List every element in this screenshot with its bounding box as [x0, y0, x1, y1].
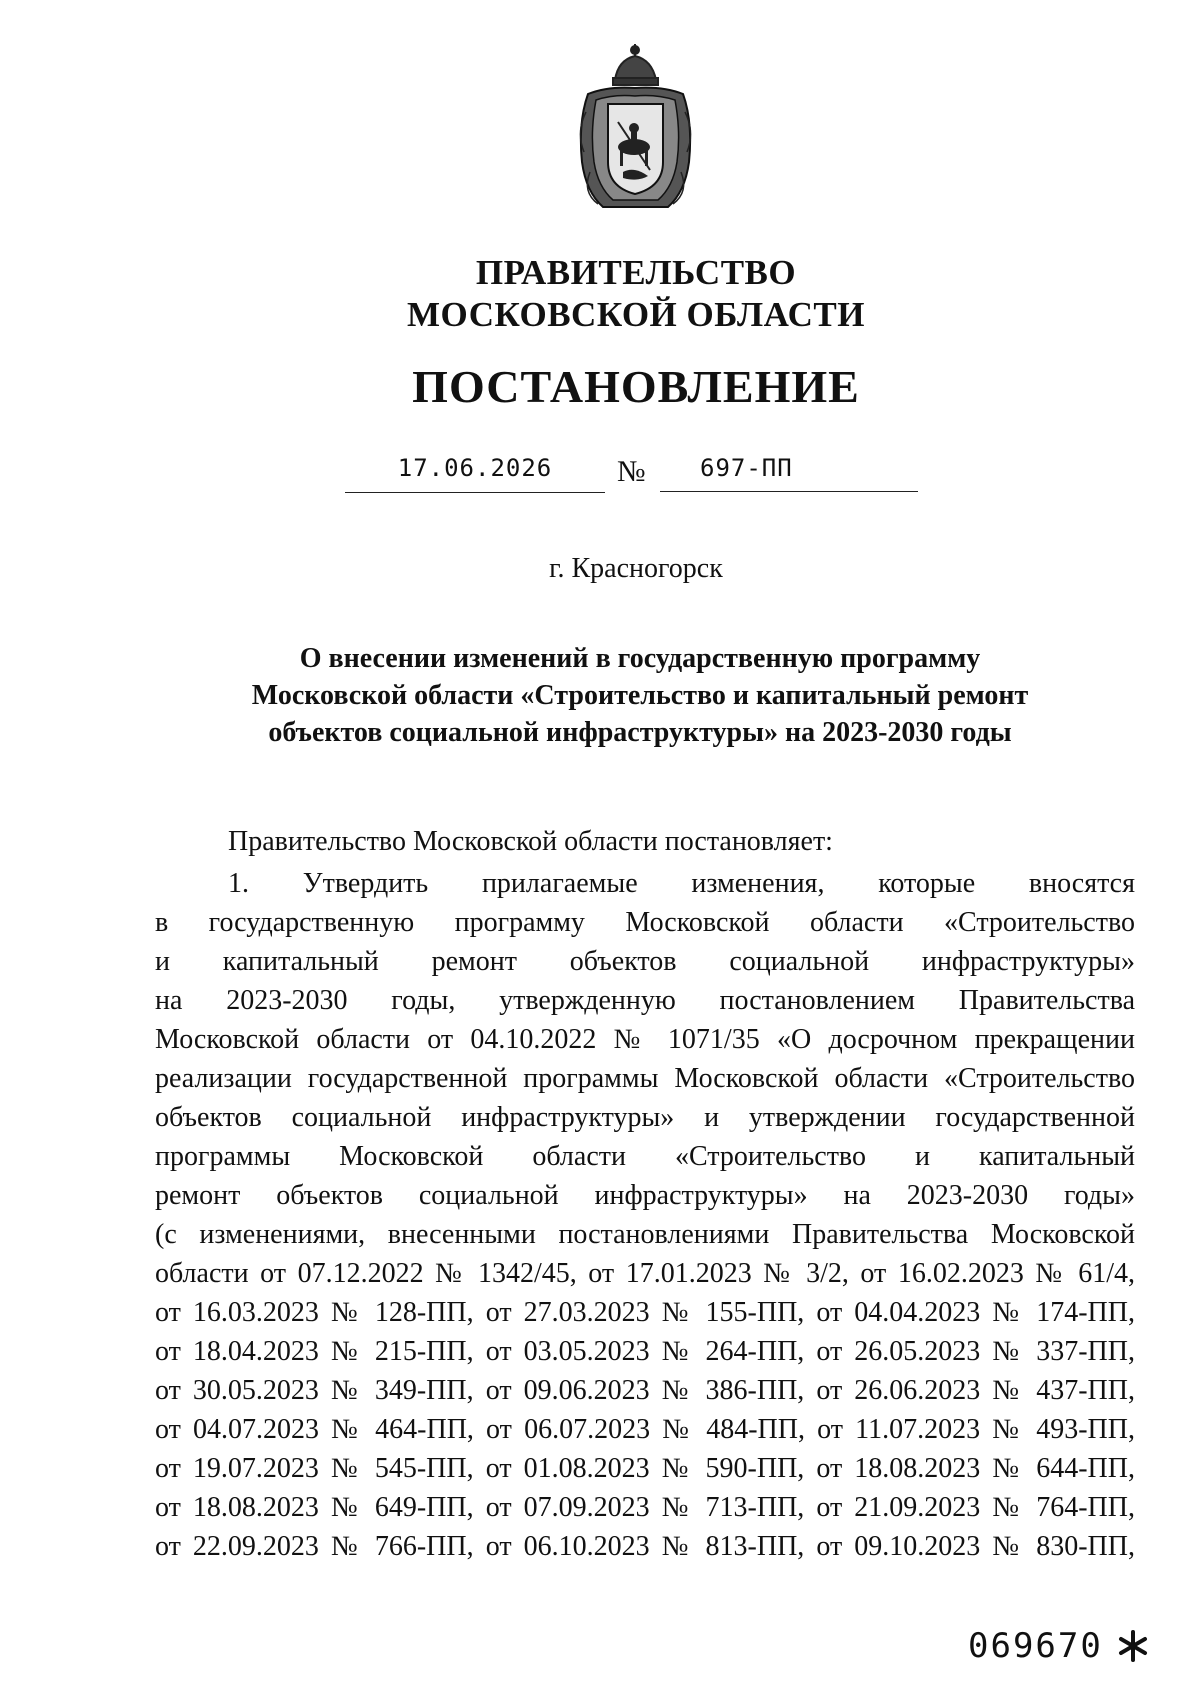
body-line: (с изменениями, внесенными постановлениями Правительства Московской [155, 1219, 1135, 1250]
body-line: 1. Утвердить прилагаемые изменения, которые вносятся [228, 868, 1135, 899]
body-line: от 22.09.2023 № 766-ПП, от 06.10.2023 № 813-ПП, от 09.10.2023 № 830-ПП, [155, 1531, 1135, 1562]
body-line: от 19.07.2023 № 545-ПП, от 01.08.2023 № 590-ПП, от 18.08.2023 № 644-ПП, [155, 1453, 1135, 1484]
document-date: 17.06.2026 [345, 448, 605, 493]
organization-name-line-1: ПРАВИТЕЛЬСТВО [475, 253, 797, 292]
body-line: программы Московской области «Строительство и капитальный [155, 1141, 1135, 1172]
organization-name-line-2: МОСКОВСКОЙ ОБЛАСТИ [407, 295, 865, 334]
document-title [220, 640, 1060, 751]
body-line: от 18.08.2023 № 649-ПП, от 07.09.2023 № 713-ПП, от 21.09.2023 № 764-ПП, [155, 1492, 1135, 1523]
title-line-3: объектов социальной инфраструктуры» на 2023-2030 годы [268, 717, 1012, 748]
city-name: г. Красногорск [549, 553, 723, 584]
number-sign: № [617, 455, 646, 488]
body-line: от 30.05.2023 № 349-ПП, от 09.06.2023 № 386-ПП, от 26.06.2023 № 437-ПП, [155, 1375, 1135, 1406]
title-line-2: Московской области «Строительство и капитальный ремонт [251, 680, 1029, 711]
body-line: в государственную программу Московской области «Строительство [155, 907, 1135, 938]
coat-of-arms-icon [568, 42, 703, 212]
body-line: на 2023-2030 годы, утвержденную постановлением Правительства [155, 985, 1135, 1016]
form-serial-number: 069670 [968, 1626, 1103, 1666]
body-line: ремонт объектов социальной инфраструктуры» на 2023-2030 годы» [155, 1180, 1135, 1211]
body-line: Московской области от 04.10.2022 № 1071/35 «О досрочном прекращении [155, 1024, 1135, 1055]
body-line: от 18.04.2023 № 215-ПП, от 03.05.2023 № 264-ПП, от 26.05.2023 № 337-ПП, [155, 1336, 1135, 1367]
document-number: 697-ПП [660, 448, 918, 492]
body-line: от 16.03.2023 № 128-ПП, от 27.03.2023 № 155-ПП, от 04.04.2023 № 174-ПП, [155, 1297, 1135, 1328]
asterisk-icon [1115, 1628, 1151, 1664]
body-line: от 04.07.2023 № 464-ПП, от 06.07.2023 № 484-ПП, от 11.07.2023 № 493-ПП, [155, 1414, 1135, 1445]
document-type: ПОСТАНОВЛЕНИЕ [412, 361, 860, 412]
body-line: области от 07.12.2022 № 1342/45, от 17.01.2023 № 3/2, от 16.02.2023 № 61/4, [155, 1258, 1135, 1289]
body-line: объектов социальной инфраструктуры» и утверждении государственной [155, 1102, 1135, 1133]
body-line: и капитальный ремонт объектов социальной инфраструктуры» [155, 946, 1135, 977]
body-line: реализации государственной программы Московской области «Строительство [155, 1063, 1135, 1094]
title-line-1: О внесении изменений в государственную программу [299, 643, 981, 674]
body-paragraph [155, 864, 1135, 1566]
intro-paragraph: Правительство Московской области постановляет: [228, 826, 833, 857]
